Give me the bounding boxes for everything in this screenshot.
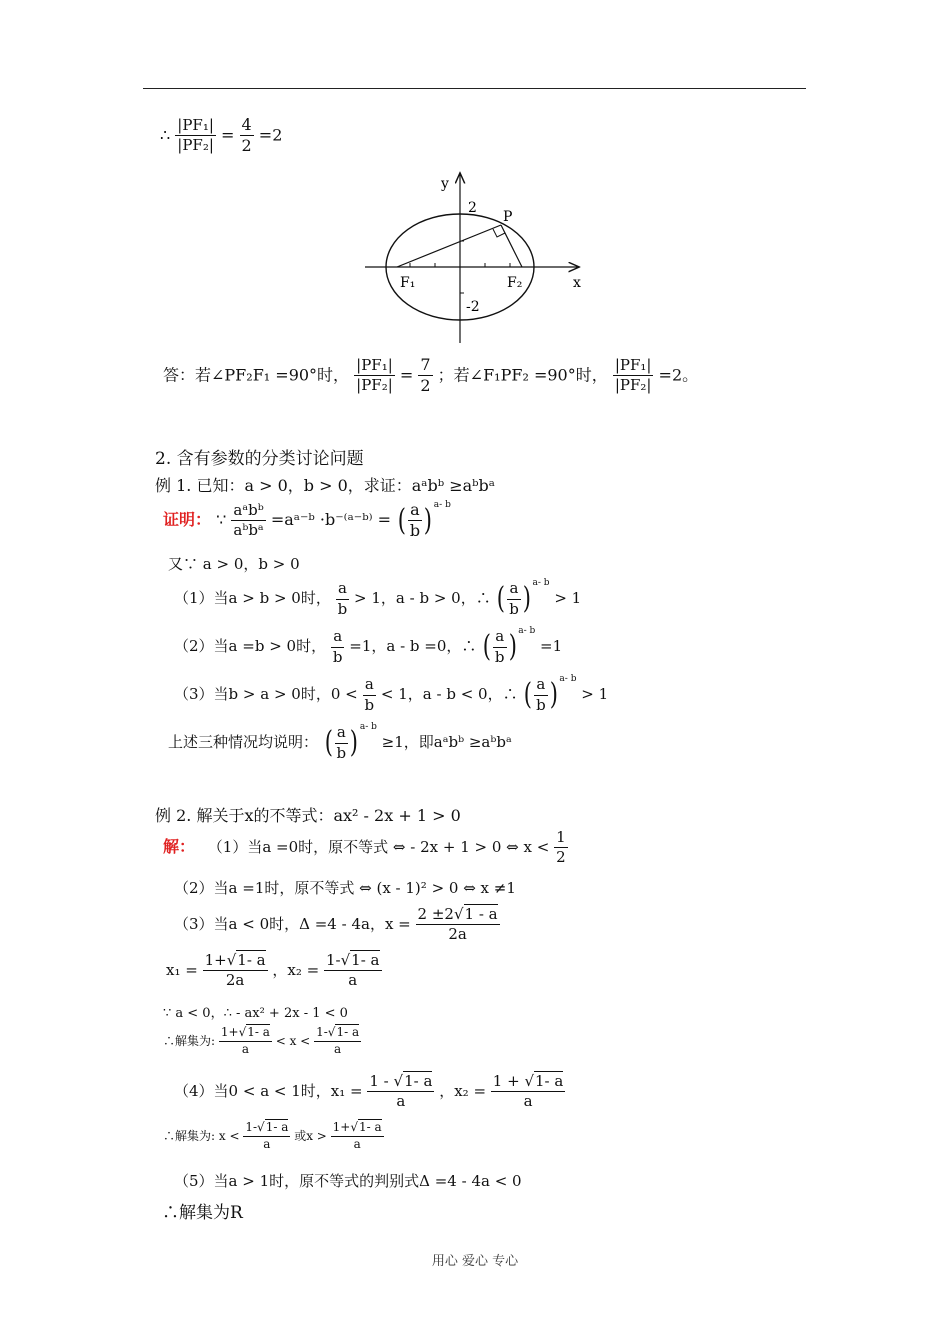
tick-2-label: 2 [468, 200, 477, 216]
proof-premise: 又∵ a > 0，b > 0 [168, 555, 300, 573]
answer-line: 答：若∠PF₂F₁ =90°时， $\frac{\text{|PF₁|}}{\text{|PF₂|}}$ = $\frac{7}{2}$ ；若∠F₁PF₂ =90°时， $\frac{\text{|PF₁|}}{\text{|PF₂|}}$ =2。 [163, 355, 699, 396]
page-footer: 用心 爱心 专心 [431, 1254, 519, 1269]
case3-because: ∵ a < 0，∴ - ax² + 2x - 1 < 0 [163, 1006, 348, 1021]
final-solution: ∴解集为R [162, 1203, 243, 1223]
f2-label: F₂ [507, 275, 523, 291]
ellipse-figure [360, 168, 600, 348]
x-axis-label: x [573, 275, 581, 291]
solution-case-5: （5）当a > 1时，原不等式的判别式Δ =4 - 4a < 0 [174, 1172, 522, 1190]
proof-label: 证明： [163, 510, 212, 529]
roots-line: x₁ = $\frac{1+√1- a}{2a}$ ，x₂ = $\frac{1-√1- a}{a}$ [166, 951, 380, 990]
proof-case-2: （2）当a =b > 0时， $\frac{a}{b}$ =1，a - b =0，∴ ( $\frac{a}{b}$ ) $^{a- b}$ =1 [174, 626, 563, 666]
solution-case-2: （2）当a =1时，原不等式 ⇔ (x - 1)² > 0 ⇔ x ≠1 [174, 879, 516, 897]
segment-pf2 [501, 225, 522, 267]
solution-case-4: （4）当0 < a < 1时，x₁ = $\frac{1 - √1- a}{a}$ ，x₂ = $\frac{1 + √1- a}{a}$ [174, 1072, 564, 1111]
intro-equation: ∴ $\frac{\text{|PF₁|}}{\text{|PF₂|}}$ = $\frac{4}{2}$ =2 [160, 115, 283, 156]
value-fraction: $\frac{4}{2}$ [241, 115, 252, 156]
proof-case-3: （3）当b > a > 0时，0 < $\frac{a}{b}$ < 1，a - b < 0，∴ ( $\frac{a}{b}$ ) $^{a- b}$ > 1 [174, 674, 609, 714]
section-title: 2. 含有参数的分类讨论问题 [155, 449, 364, 469]
example2-statement: 例 2. 解关于x的不等式：ax² - 2x + 1 > 0 [155, 806, 461, 825]
f1-label: F₁ [400, 275, 416, 291]
proof-conclusion: 上述三种情况均说明： ( $\frac{a}{b}$ ) $^{a- b}$ ≥1，即aᵃbᵇ ≥aᵇbᵃ [168, 722, 512, 762]
case3-solution-set: ∴解集为: $\frac{1+√1- a}{a}$ < x < $\frac{1-√1- a}{a}$ [163, 1025, 360, 1056]
case4-solution-set: ∴解集为: x < $\frac{1-√1- a}{a}$ 或x > $\frac{1+√1- a}{a}$ [163, 1120, 382, 1151]
ratio-fraction: $\frac{\text{|PF₁|}}{\text{|PF₂|}}$ [177, 116, 214, 155]
solution-case-1: 解： （1）当a =0时，原不等式 ⇔ - 2x + 1 > 0 ⇔ x < $\frac{1}{2}$ [163, 828, 566, 867]
tick-neg2-label: -2 [466, 299, 480, 315]
example1-statement: 例 1. 已知：a > 0，b > 0，求证：aᵃbᵇ ≥aᵇbᵃ [155, 476, 495, 495]
segment-pf1 [397, 225, 501, 267]
example1-proof: 证明： ∵ $\frac{\text{aᵃbᵇ}}{\text{aᵇbᵃ}}$ =aᵃ⁻ᵇ ·b⁻⁽ᵃ⁻ᵇ⁾ = ( $\frac{a}{b}$ ) $^{a- b}$ [163, 499, 451, 540]
solution-case-3: （3）当a < 0时，Δ =4 - 4a，x = $\frac{2 \pm 2√1 - a}{2a}$ [174, 905, 498, 944]
point-p-label: P [503, 209, 513, 225]
therefore-symbol: ∴ [160, 125, 171, 145]
proof-case-1: （1）当a > b > 0时， $\frac{a}{b}$ > 1，a - b > 0，∴ ( $\frac{a}{b}$ ) $^{a- b}$ > 1 [174, 578, 582, 618]
y-axis-label: y [441, 176, 449, 192]
header-rule [143, 88, 806, 89]
solution-label: 解： [163, 836, 196, 856]
